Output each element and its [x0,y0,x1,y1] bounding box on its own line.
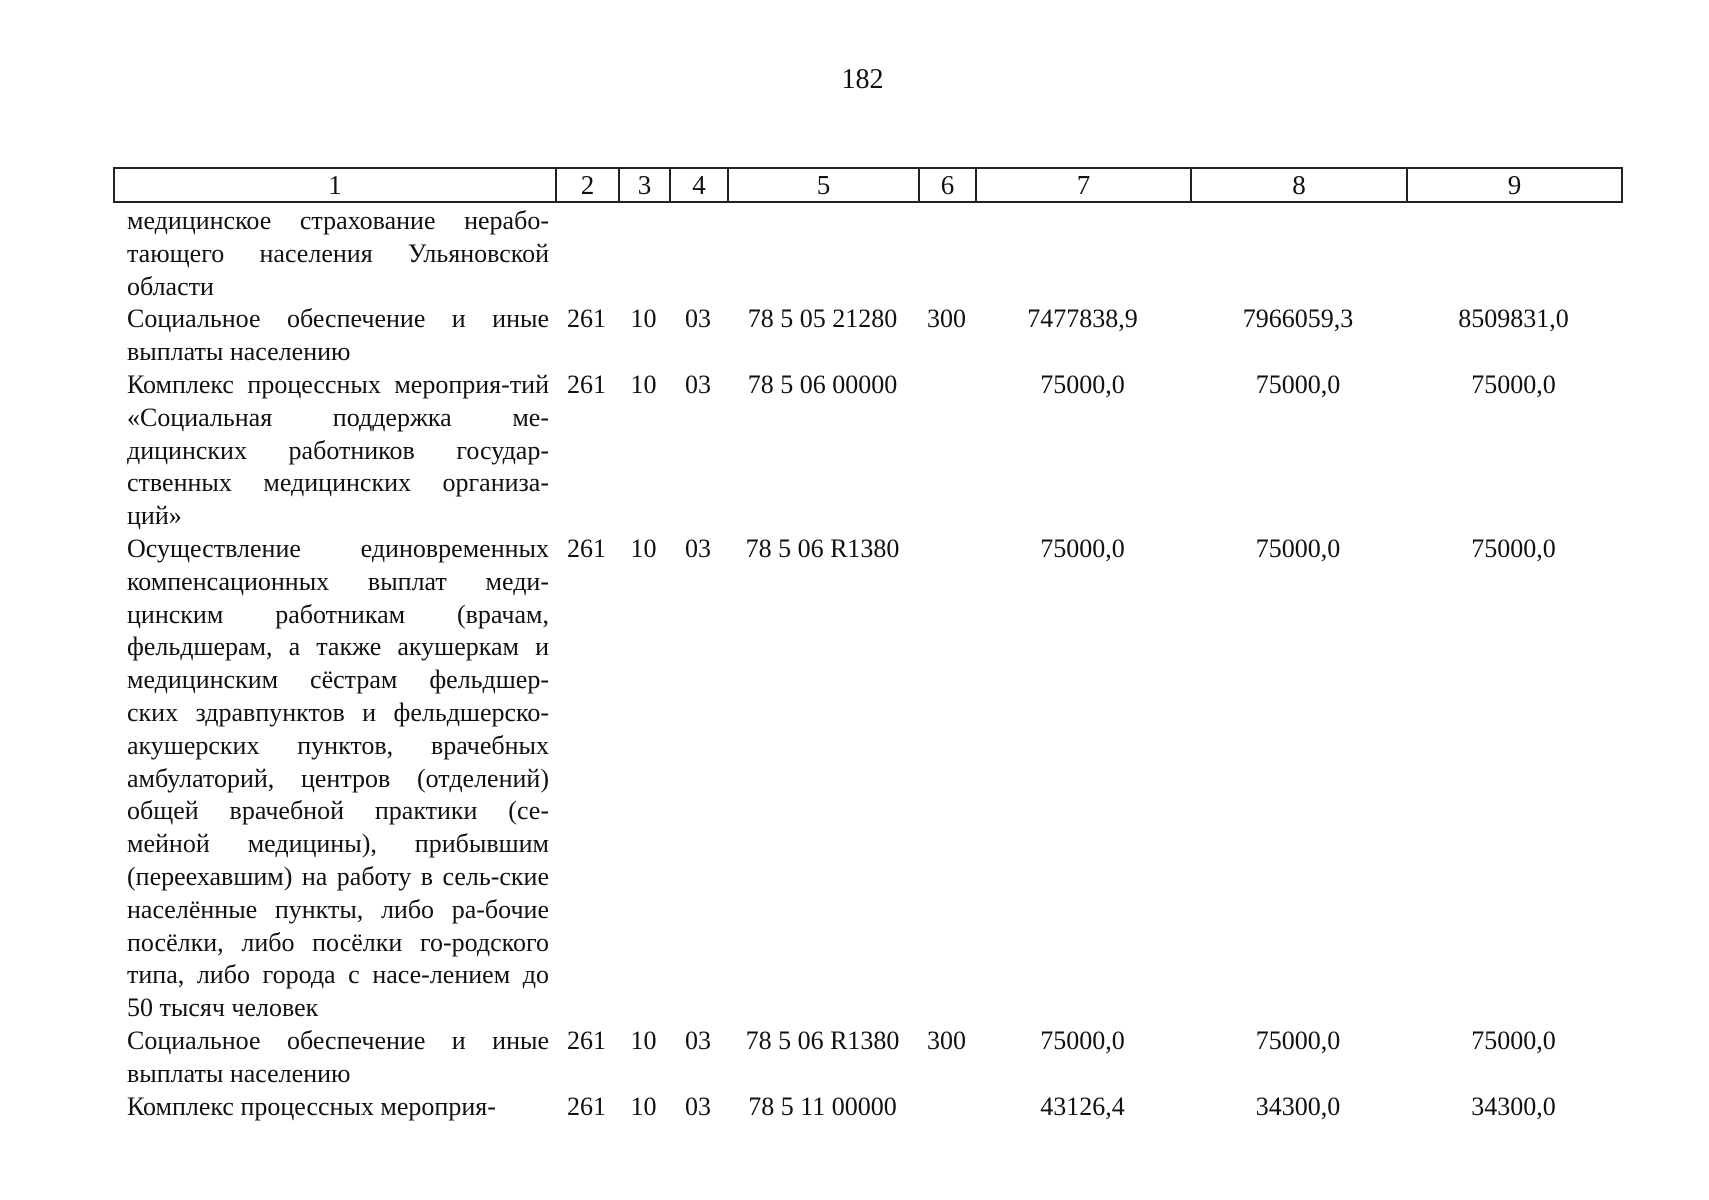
header-col-9: 9 [1407,168,1622,202]
row-name: Комплекс процессных мероприя- [127,1091,496,1121]
header-col-6: 6 [919,168,976,202]
table-row [113,369,1621,533]
cell-col-2: 261 [567,304,606,334]
cell-col-4: 03 [685,369,711,399]
cell-col-2: 261 [567,1091,606,1121]
cell-col-5: 78 5 05 21280 [747,304,898,334]
header-col-2: 2 [556,168,619,202]
cell-col-7: 43126,4 [1040,1091,1125,1121]
column-number-header [113,167,1623,203]
cell-col-5: 78 5 11 00000 [748,1091,897,1121]
cell-col-6: 300 [927,1025,966,1055]
cell-col-4: 03 [685,304,711,334]
cell-col-3: 10 [630,1025,657,1055]
cell-col-8: 75000,0 [1255,533,1341,563]
cell-col-5: 78 5 06 R1380 [745,1025,900,1055]
cell-col-7: 75000,0 [1040,533,1125,563]
cell-col-9: 75000,0 [1471,533,1556,563]
cell-col-3: 10 [630,1091,657,1121]
cell-col-9: 75000,0 [1471,369,1556,399]
cell-col-8: 34300,0 [1255,1091,1341,1121]
page-number: 182 [841,64,884,95]
row-name: Комплекс процессных мероприя-тий «Социальная поддержка ме-дицинских работников государ-ственных медицинских организа-ций» [127,369,549,531]
header-col-5: 5 [728,168,919,202]
table-row [113,533,1621,1025]
header-col-8: 8 [1191,168,1407,202]
cell-col-8: 7966059,3 [1242,304,1354,334]
cell-col-8: 75000,0 [1255,1025,1341,1055]
cell-col-7: 7477838,9 [1027,304,1138,334]
cell-col-9: 8509831,0 [1458,304,1569,334]
cell-col-5: 78 5 06 R1380 [745,533,900,563]
cell-col-9: 75000,0 [1471,1025,1556,1055]
cell-col-8: 75000,0 [1255,369,1341,399]
table-row [113,205,1621,303]
header-col-4: 4 [670,168,728,202]
cell-col-4: 03 [685,1025,711,1055]
cell-col-2: 261 [567,1025,606,1055]
table-body [113,205,1621,1123]
header-col-7: 7 [976,168,1191,202]
row-name: Осуществление единовременных компенсационных выплат меди-цинским работникам (врачам, фельдшерам, а также акушеркам и медицинским сёстрам фельдшер-ских здравпунктов и фельдшерско-акушерских пунктов, врачебных амбулаторий, центров (отделений) общей врачебной практики (се-мейной медицины), прибывшим (переехавшим) на работу в сель-ские населённые пункты, либо ра-бочие посёлки, либо посёлки го-родского типа, либо города с насе-лением до 50 тысяч человек [127,533,549,1023]
cell-col-7: 75000,0 [1040,1025,1125,1055]
cell-col-2: 261 [567,533,606,563]
cell-col-3: 10 [630,533,657,563]
table-row [113,303,1621,369]
cell-col-5: 78 5 06 00000 [747,369,898,399]
cell-col-2: 261 [567,369,606,399]
table-row [113,1091,1621,1124]
cell-col-7: 75000,0 [1040,369,1125,399]
cell-col-9: 34300,0 [1471,1091,1556,1121]
row-name: Социальное обеспечение и иные выплаты населению [127,304,549,367]
cell-col-4: 03 [685,533,711,563]
row-name: медицинское страхование нерабо-тающего населения Ульяновской области [127,206,549,301]
cell-col-3: 10 [630,304,657,334]
row-name: Социальное обеспечение и иные выплаты населению [127,1025,549,1088]
header-col-3: 3 [619,168,670,202]
cell-col-6: 300 [927,304,966,334]
cell-col-3: 10 [630,369,657,399]
table-row [113,1025,1621,1091]
header-col-1: 1 [114,168,556,202]
cell-col-4: 03 [685,1091,711,1121]
